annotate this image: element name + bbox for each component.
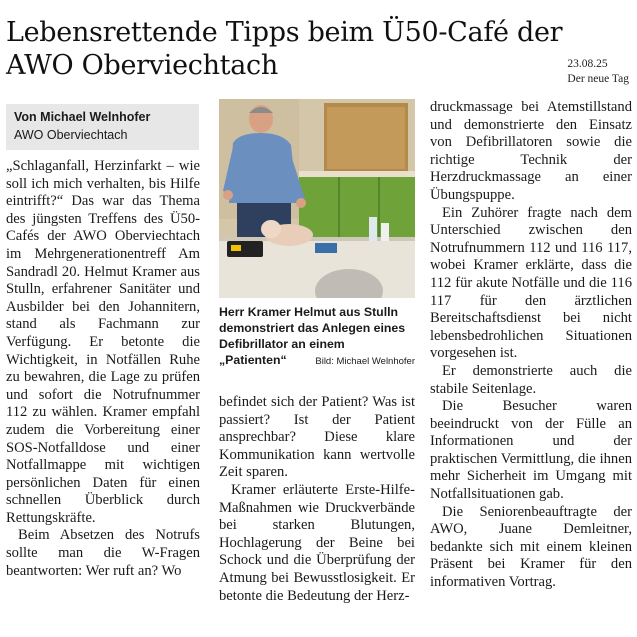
paragraph: Die Seniorenbeauftragte der AWO, Juane Demleitner, bedankte sich mit einem kleinen Präsent bei Kramer für den informativen Vortrag. [430, 503, 632, 591]
photo-credit: Bild: Michael Welnhofer [315, 356, 415, 367]
photo-caption [219, 304, 415, 370]
paragraph: Er demonstrierte auch die stabile Seitenlage. [430, 362, 632, 397]
author-box [6, 104, 199, 150]
paragraph: befindet sich der Patient? Was ist passiert? Ist der Patient ansprechbar? Diese klare Kommunikation kann wertvolle Zeit sparen. [219, 394, 415, 481]
author-name: Von Michael Welnhofer [14, 110, 151, 124]
paragraph: druckmassage bei Atemstillstand und demonstrierte den Einsatz von Defibrillatoren sowie die richtige Technik der Herzdruckmassage an einer Übungspuppe. [430, 99, 632, 203]
paragraph: „Schlaganfall, Herzinfarkt – wie soll ich mich verhalten, bis Hilfe eintrifft?“ Das war das Thema des jüngsten Treffens des Ü50-Cafés der AWO Oberviechtach im Mehrgenerationentreff Am Sandradl 20. Helmut Kramer aus Stulln, erfahrener Sanitäter und Ausbilder bei den Johannitern, stand als Fachmann zur Verfügung. Er betonte die Wichtigkeit, in Notfällen Ruhe zu bewahren, die Lage zu prüfen und sofort die Notrufnummer 112 zu wählen. Kramer empfahl zudem die Vorbereitung einer SOS-Notfalldose und einer Notfallmappe mit wichtigen persönlichen Daten für einen schnellen Überblick durch Rettungskräfte. [6, 158, 200, 526]
paragraph: Ein Zuhörer fragte nach dem Unterschied zwischen den Notrufnummern 112 und 116 117, wobei Kramer erklärte, dass die 112 für akute Notfälle und die 116 117 für den ärztlichen Bereitschaftsdienst bei nicht lebensbedrohlichen Situationen vorgesehen ist. [430, 204, 632, 362]
text-column-1 [6, 158, 200, 580]
headline-line-2: AWO Oberviechtach [6, 50, 278, 81]
publication-date: 23.08.25 [567, 58, 608, 70]
paragraph: Die Besucher waren beeindruckt von der Fülle an Informationen und der praktischen Vermittlung, die ihnen mehr Sicherheit im Umgang mit Notfallsituationen gab. [430, 398, 632, 503]
headline-line-1: Lebensrettende Tipps beim Ü50-Café der [6, 17, 563, 48]
headline [6, 16, 566, 82]
text-column-2 [219, 394, 415, 605]
paragraph: Beim Absetzen des Notrufs sollte man die W-Fragen beantworten: Wer ruft an? Wo [6, 527, 200, 579]
paragraph: Kramer erläuterte Erste-Hilfe-Maßnahmen wie Druckverbände bei starken Blutungen, Hochlagerung der Beine bei Schock und die Überprüfung der Atmung bei Bewusstlosigkeit. Er betonte die Bedeutung der Herz- [219, 481, 415, 604]
author-organization: AWO Oberviechtach [14, 128, 128, 142]
publication-source: Der neue Tag [567, 73, 629, 85]
date-source-block [567, 57, 629, 87]
text-column-3 [430, 99, 632, 592]
caption-text: Herr Kramer Helmut aus Stulln demonstriert das Anlegen eines Defibrillator an einem „Patienten“ [219, 305, 406, 367]
article-photo [219, 99, 415, 298]
